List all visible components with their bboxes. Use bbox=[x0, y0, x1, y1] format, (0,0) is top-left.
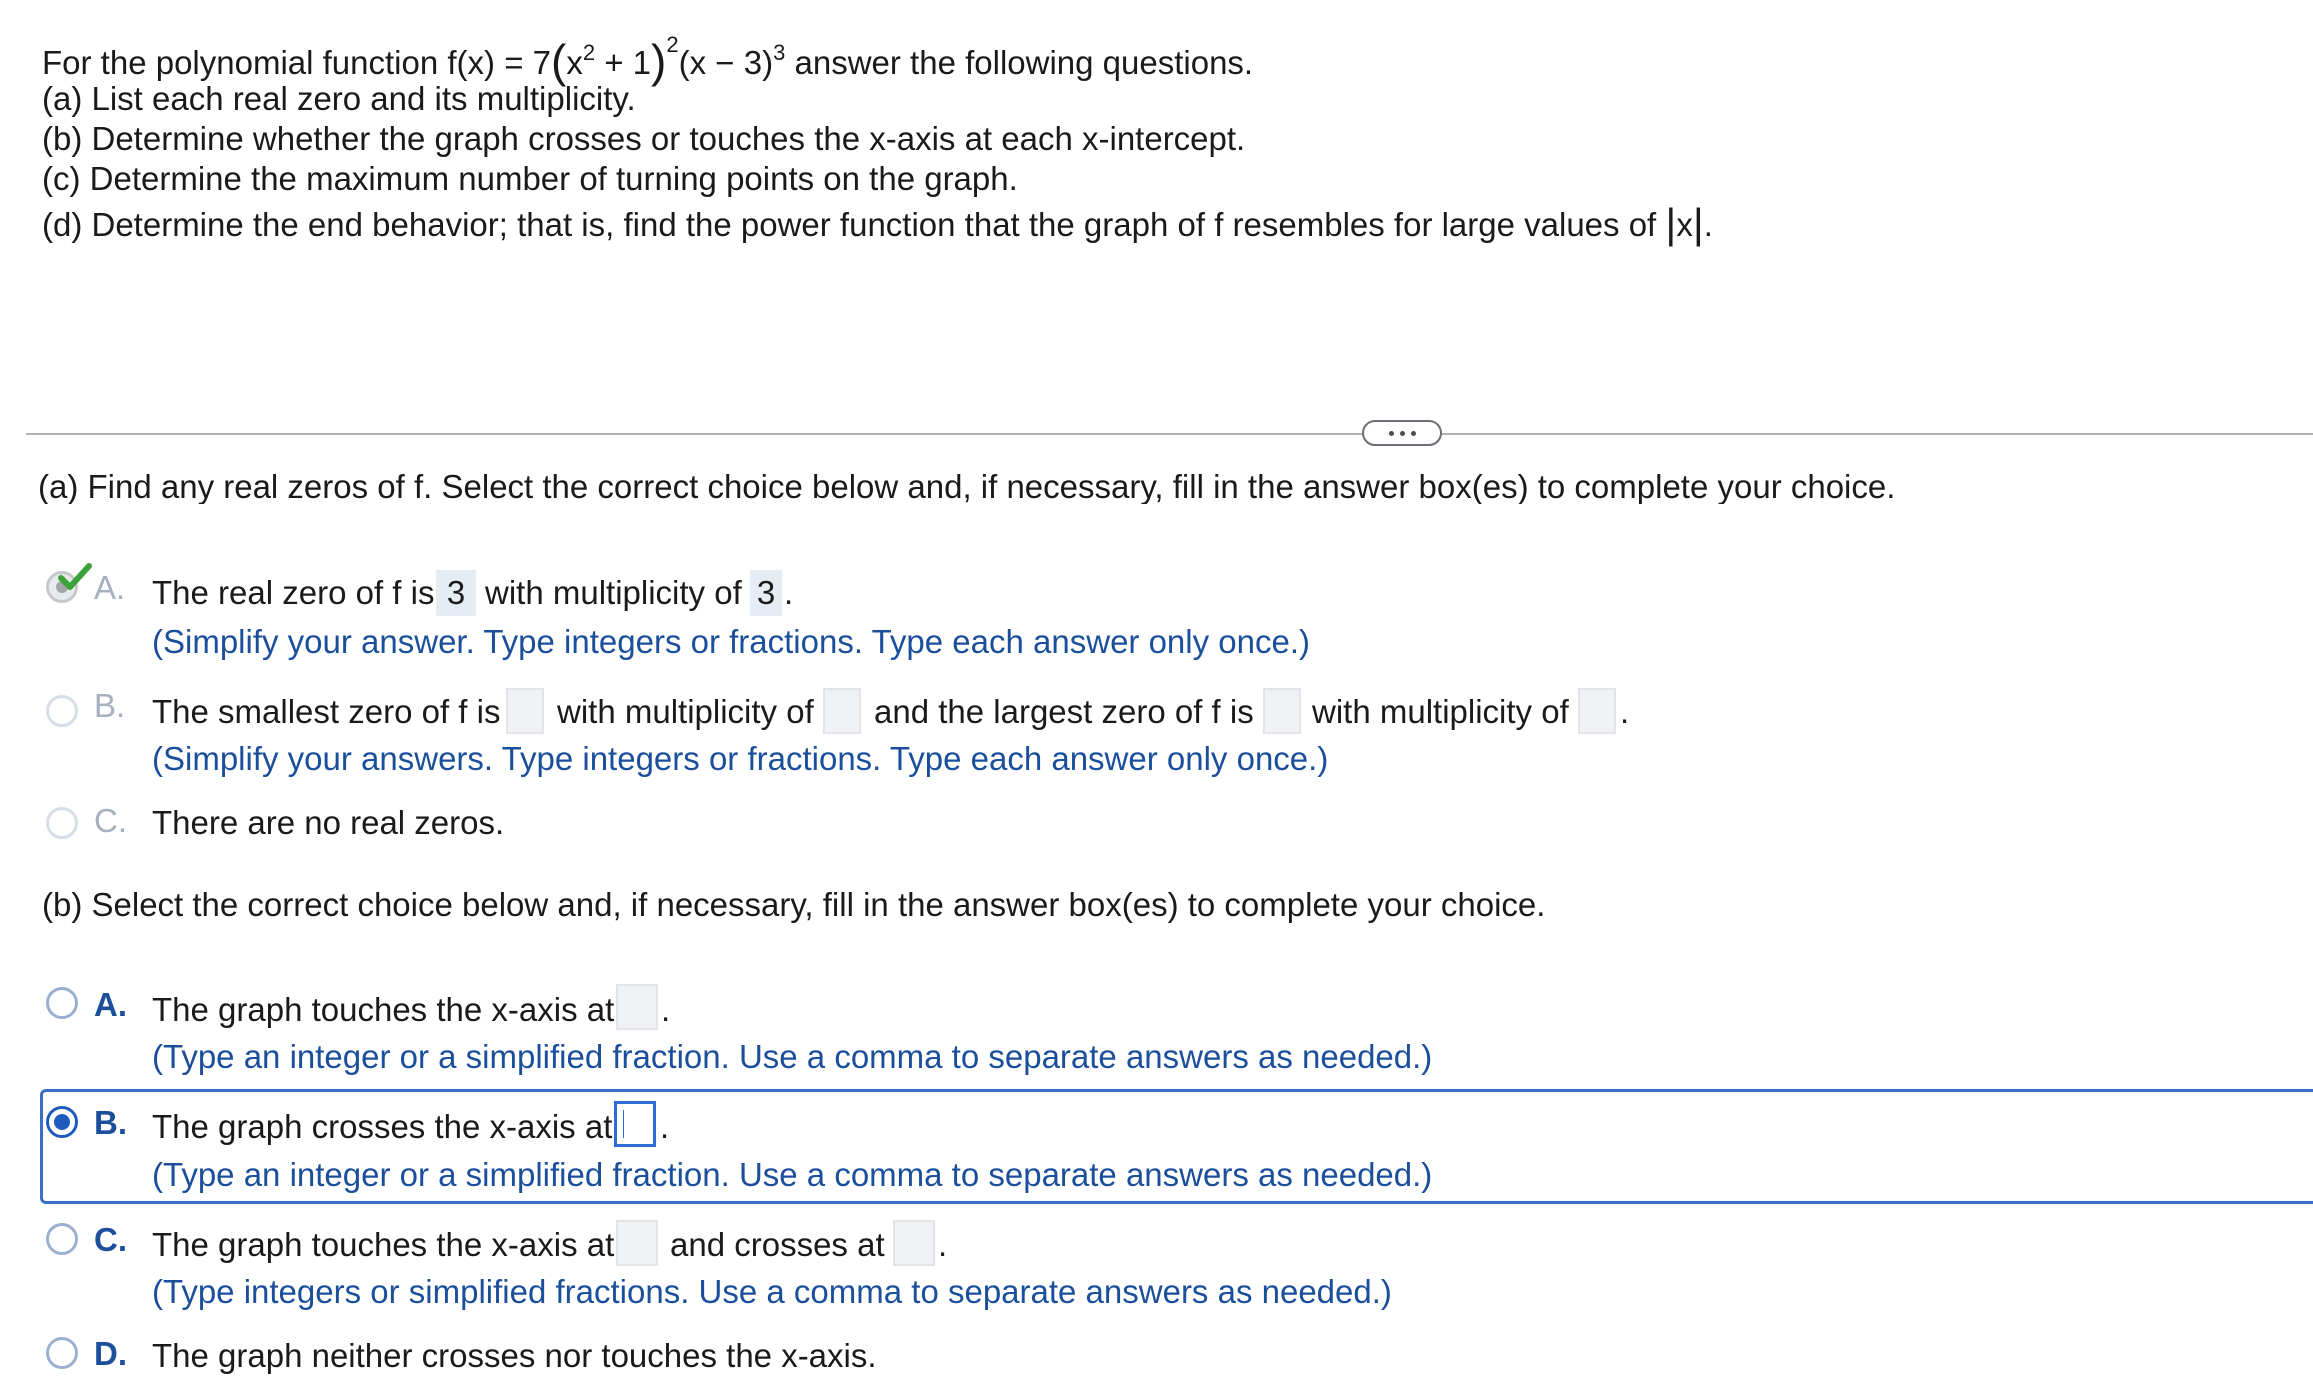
paren-close: ) bbox=[651, 35, 667, 87]
factor-two: (x − 3) bbox=[678, 44, 774, 81]
abs-bar-left: | bbox=[1665, 200, 1677, 247]
touch-point-input[interactable] bbox=[616, 984, 658, 1030]
intro-post: answer the following questions. bbox=[785, 44, 1254, 81]
smallest-multiplicity-input[interactable] bbox=[823, 688, 861, 734]
part-a-choice-a-letter: A. bbox=[94, 569, 126, 606]
checkmark-icon bbox=[58, 562, 92, 592]
intro-pre: For the polynomial function f(x) = 7 bbox=[42, 44, 551, 81]
part-b-choice-c-text2: and crosses at bbox=[670, 1226, 885, 1263]
largest-multiplicity-input[interactable] bbox=[1578, 688, 1616, 734]
part-a-choice-b-letter: B. bbox=[94, 687, 126, 724]
scroll-clip bbox=[0, 452, 2313, 504]
part-a-zero-answer[interactable]: 3 bbox=[436, 570, 476, 616]
part-d-end: . bbox=[1703, 206, 1713, 243]
largest-zero-input[interactable] bbox=[1263, 688, 1301, 734]
part-b-choice-d-letter: D. bbox=[94, 1335, 127, 1372]
part-b-instruction: (b) Select the correct choice below and, if necessary, fill in the answer box(es) to complete your choice. bbox=[42, 886, 1546, 923]
part-b-choice-c-letter: C. bbox=[94, 1221, 127, 1258]
part-b-choice-b-letter: B. bbox=[94, 1104, 127, 1141]
question-part-c: (c) Determine the maximum number of turning points on the graph. bbox=[42, 160, 1018, 197]
part-b-choice-a-hint: (Type an integer or a simplified fraction. Use a comma to separate answers as needed.) bbox=[152, 1038, 1433, 1075]
section-divider bbox=[26, 433, 2313, 435]
part-b-choice-a-text: The graph touches the x-axis at bbox=[152, 991, 615, 1028]
part-b-choice-a-letter: A. bbox=[94, 986, 127, 1023]
part-b-choice-a-end: . bbox=[661, 991, 671, 1028]
ellipsis-dot-icon bbox=[1389, 431, 1394, 436]
part-a-choice-b-text3: and the largest zero of f is bbox=[874, 693, 1254, 730]
part-a-choice-b-text1: The smallest zero of f is bbox=[152, 693, 501, 730]
part-b-choice-c-radio[interactable] bbox=[46, 1223, 78, 1255]
touch-point-input-c[interactable] bbox=[616, 1220, 658, 1266]
part-b-choice-c-end: . bbox=[938, 1226, 948, 1263]
part-b-choice-b-hint: (Type an integer or a simplified fraction. Use a comma to separate answers as needed.) bbox=[152, 1156, 1433, 1193]
part-b-choice-b-radio[interactable] bbox=[46, 1106, 78, 1138]
part-b-choice-d-text: The graph neither crosses nor touches the x-axis. bbox=[152, 1337, 877, 1374]
factor-two-exponent: 3 bbox=[773, 40, 786, 65]
inner-term: x bbox=[566, 44, 583, 81]
part-a-choice-c-radio[interactable] bbox=[46, 807, 78, 839]
part-a-choice-b-text2: with multiplicity of bbox=[557, 693, 814, 730]
ellipsis-dot-icon bbox=[1411, 431, 1416, 436]
cross-point-input[interactable] bbox=[614, 1101, 656, 1147]
part-a-choice-b-text4: with multiplicity of bbox=[1312, 693, 1569, 730]
ellipsis-dot-icon bbox=[1400, 431, 1405, 436]
cross-point-input-c[interactable] bbox=[893, 1220, 935, 1266]
part-a-choice-a-end: . bbox=[784, 574, 794, 611]
part-a-instruction: (a) Find any real zeros of f. Select the correct choice below and, if necessary, fill in the answer box(es) to complete your choice. bbox=[38, 468, 1896, 504]
part-b-choice-b-end: . bbox=[660, 1108, 670, 1145]
part-b-choice-c-hint: (Type integers or simplified fractions. Use a comma to separate answers as needed.) bbox=[152, 1273, 1392, 1310]
part-b-choice-c-text1: The graph touches the x-axis at bbox=[152, 1226, 615, 1263]
question-part-d bbox=[42, 202, 1713, 245]
paren-open: ( bbox=[551, 35, 567, 87]
part-a-choice-c-letter: C. bbox=[94, 802, 127, 839]
more-options-button[interactable] bbox=[1362, 420, 1442, 446]
part-a-choice-a-text2: with multiplicity of bbox=[485, 574, 742, 611]
abs-variable: x bbox=[1676, 206, 1693, 243]
part-b-choice-d-radio[interactable] bbox=[46, 1337, 78, 1369]
part-a-choice-b-hint: (Simplify your answers. Type integers or fractions. Type each answer only once.) bbox=[152, 740, 1329, 777]
question-part-a: (a) List each real zero and its multiplicity. bbox=[42, 80, 636, 117]
inner-rest: + 1 bbox=[595, 44, 652, 81]
question-part-b: (b) Determine whether the graph crosses or touches the x-axis at each x-intercept. bbox=[42, 120, 1246, 157]
part-a-choice-b-end: . bbox=[1620, 693, 1630, 730]
smallest-zero-input[interactable] bbox=[506, 688, 544, 734]
abs-bar-right: | bbox=[1692, 200, 1704, 247]
part-a-choice-b-radio[interactable] bbox=[46, 695, 78, 727]
inner-exponent: 2 bbox=[582, 40, 596, 65]
part-b-choice-b-text: The graph crosses the x-axis at bbox=[152, 1108, 613, 1145]
outer-exponent: 2 bbox=[666, 32, 679, 57]
part-a-choice-a-text1: The real zero of f is bbox=[152, 574, 435, 611]
part-a-choice-a-hint: (Simplify your answer. Type integers or fractions. Type each answer only once.) bbox=[152, 623, 1310, 660]
part-d-text: (d) Determine the end behavior; that is, find the power function that the graph of f resembles for large values of bbox=[42, 206, 1666, 243]
part-a-choice-c-text: There are no real zeros. bbox=[152, 804, 505, 841]
part-a-multiplicity-answer[interactable]: 3 bbox=[750, 570, 782, 616]
part-b-choice-a-radio[interactable] bbox=[46, 987, 78, 1019]
